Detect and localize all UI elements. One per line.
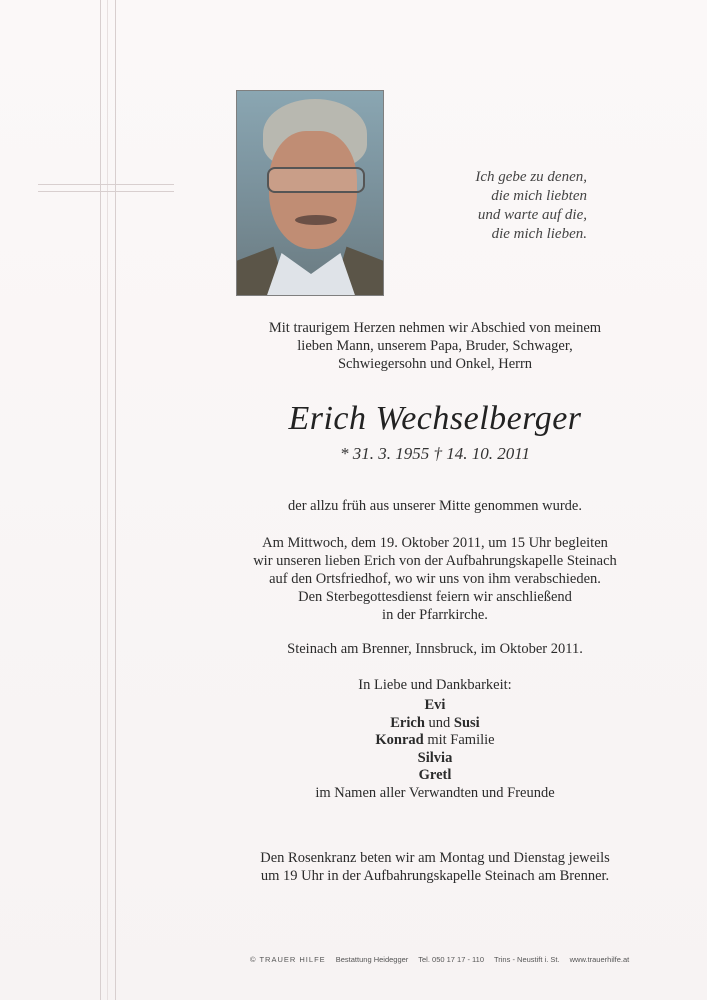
funeral-line: Den Sterbegottesdienst feiern wir anschließend (298, 589, 572, 605)
relatives-line: im Namen aller Verwandten und Freunde (315, 784, 555, 801)
footer-location: Trins - Neustift i. St. (493, 955, 560, 964)
intro-line: lieben Mann, unserem Papa, Bruder, Schwager, (297, 338, 573, 354)
funeral-line: auf den Ortsfriedhof, wo wir uns von ihm verabschieden. (269, 571, 601, 587)
memorial-quote (420, 168, 610, 244)
mourner-name: Susi (453, 714, 480, 731)
funeral-details (225, 534, 645, 624)
quote-line: Ich gebe zu denen, (475, 169, 587, 185)
footer (250, 955, 629, 964)
cross-horizontal-beam (38, 184, 174, 192)
birth-death-dates: * 31. 3. 1955 † 14. 10. 2011 (340, 444, 530, 463)
closing-phrase: In Liebe und Dankbarkeit: (358, 677, 512, 693)
rosary-line: um 19 Uhr in der Aufbahrungskapelle Steinach am Brenner. (260, 868, 610, 884)
paragraph-early-death: der allzu früh aus unserer Mitte genommen wurde. (288, 498, 582, 514)
portrait-photo (236, 90, 384, 296)
place-and-date: Steinach am Brenner, Innsbruck, im Oktober 2011. (287, 641, 583, 657)
mourner-name: Gretl (418, 767, 452, 783)
mourner-name: Silvia (417, 749, 453, 766)
mourner-name: Konrad (375, 732, 424, 748)
footer-phone: Tel. 050 17 17 - 110 (418, 955, 485, 964)
photo-mustache (295, 215, 337, 225)
mourner-name: Erich (390, 714, 425, 731)
connector-text: mit Familie (427, 732, 495, 748)
intro-text (225, 319, 645, 373)
photo-glasses (267, 167, 365, 193)
quote-line: die mich lieben. (491, 226, 587, 242)
photo-shirt (265, 241, 357, 296)
quote-line: und warte auf die, (477, 207, 587, 223)
mourners-list (225, 697, 645, 802)
connector-text: und (428, 714, 451, 731)
intro-line: Mit traurigem Herzen nehmen wir Abschied von meinem (268, 320, 602, 336)
rosary-notice (225, 849, 645, 885)
cross-vertical-line (107, 0, 108, 1000)
intro-line: Schwiegersohn und Onkel, Herrn (337, 356, 533, 372)
deceased-name: Erich Wechselberger (288, 400, 582, 437)
cross-vertical-beam (100, 0, 116, 1000)
footer-company: Bestattung Heidegger (335, 955, 409, 964)
funeral-line: wir unseren lieben Erich von der Aufbahrungskapelle Steinach (253, 553, 617, 569)
mourner-name: Evi (424, 697, 446, 713)
footer-brand: © TRAUER HILFE (250, 955, 326, 964)
funeral-line: Am Mittwoch, dem 19. Oktober 2011, um 15 Uhr begleiten (262, 535, 608, 551)
quote-line: die mich liebten (491, 188, 587, 204)
footer-website[interactable]: www.trauerhilfe.at (569, 955, 630, 964)
funeral-line: in der Pfarrkirche. (382, 607, 488, 623)
rosary-line: Den Rosenkranz beten wir am Montag und Dienstag jeweils (260, 850, 610, 866)
